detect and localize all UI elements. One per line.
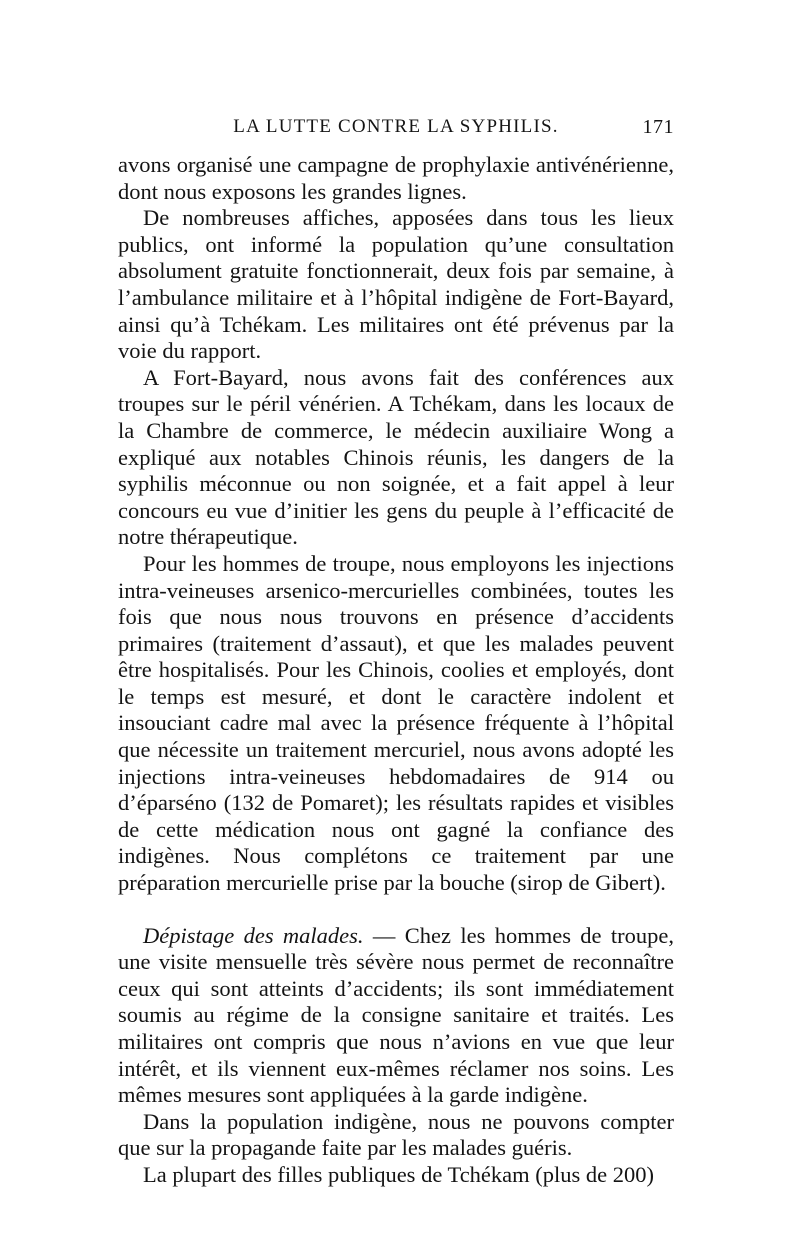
paragraph-traitement: Pour les hommes de troupe, nous employons les injections intra-veineuses arsenico-mercurielles combinées, toutes les fois que nous nous trouvons en présence d’accidents primaires (traitement d’assaut), et que les malades peuvent être hospitalisés. Pour les Chinois, coolies et employés, dont le temps est mesuré, et dont le caractère indolent et insouciant cadre mal avec la présence fréquente à l’hôpital que nécessite un traitement mercuriel, nous avons adopté les injections intra-veineuses hebdomadaires de 914 ou d’éparséno (132 de Pomaret); les résultats rapides et visibles de cette médication nous ont gagné la confiance des indigènes. Nous complétons ce traitement par une préparation mercurielle prise par la bouche (sirop de Gibert). xyxy=(118,550,674,896)
paragraph-depistage xyxy=(118,923,674,1109)
page-number: 171 xyxy=(642,116,674,138)
section-heading: Dépistage des malades. xyxy=(143,922,364,948)
running-title: LA LUTTE CONTRE LA SYPHILIS. xyxy=(233,116,559,137)
paragraph-affiches: De nombreuses affiches, apposées dans tous les lieux publics, ont informé la population qu’une consultation absolument gratuite fonctionnerait, deux fois par semaine, à l’ambulance militaire et à l’hôpital indigène de Fort-Bayard, ainsi qu’à Tchékam. Les militaires ont été prévenus par la voie du rapport. xyxy=(118,205,674,364)
paragraph-continued: avons organisé une campagne de prophylaxie antivénérienne, dont nous exposons les grandes lignes. xyxy=(118,152,674,204)
body-text xyxy=(118,152,674,1189)
paragraph-filles-publiques: La plupart des filles publiques de Tchékam (plus de 200) xyxy=(143,1161,655,1187)
paragraph-conferences: A Fort-Bayard, nous avons fait des conférences aux troupes sur le péril vénérien. A Tchékam, dans les locaux de la Chambre de commerce, le médecin auxiliaire Wong a expliqué aux notables Chinois réunis, les dangers de la syphilis méconnue ou non soignée, et a fait appel à leur concours eu vue d’initier les gens du peuple à l’efficacité de notre thérapeutique. xyxy=(118,364,674,550)
paragraph-population: Dans la population indigène, nous ne pouvons compter que sur la propagande faite par les malades guéris. xyxy=(118,1108,674,1161)
running-header xyxy=(118,116,674,142)
section-text: — Chez les hommes de troupe, une visite mensuelle très sévère nous permet de reconnaître ceux qui sont atteints d’accidents; ils sont immédiatement soumis au régime de la consigne sanitaire et traités. Les militaires ont compris que nous n’avions en vue que leur intérêt, et ils viennent eux-mêmes réclamer nos soins. Les mêmes mesures sont appliquées à la garde indigène. xyxy=(118,922,675,1108)
